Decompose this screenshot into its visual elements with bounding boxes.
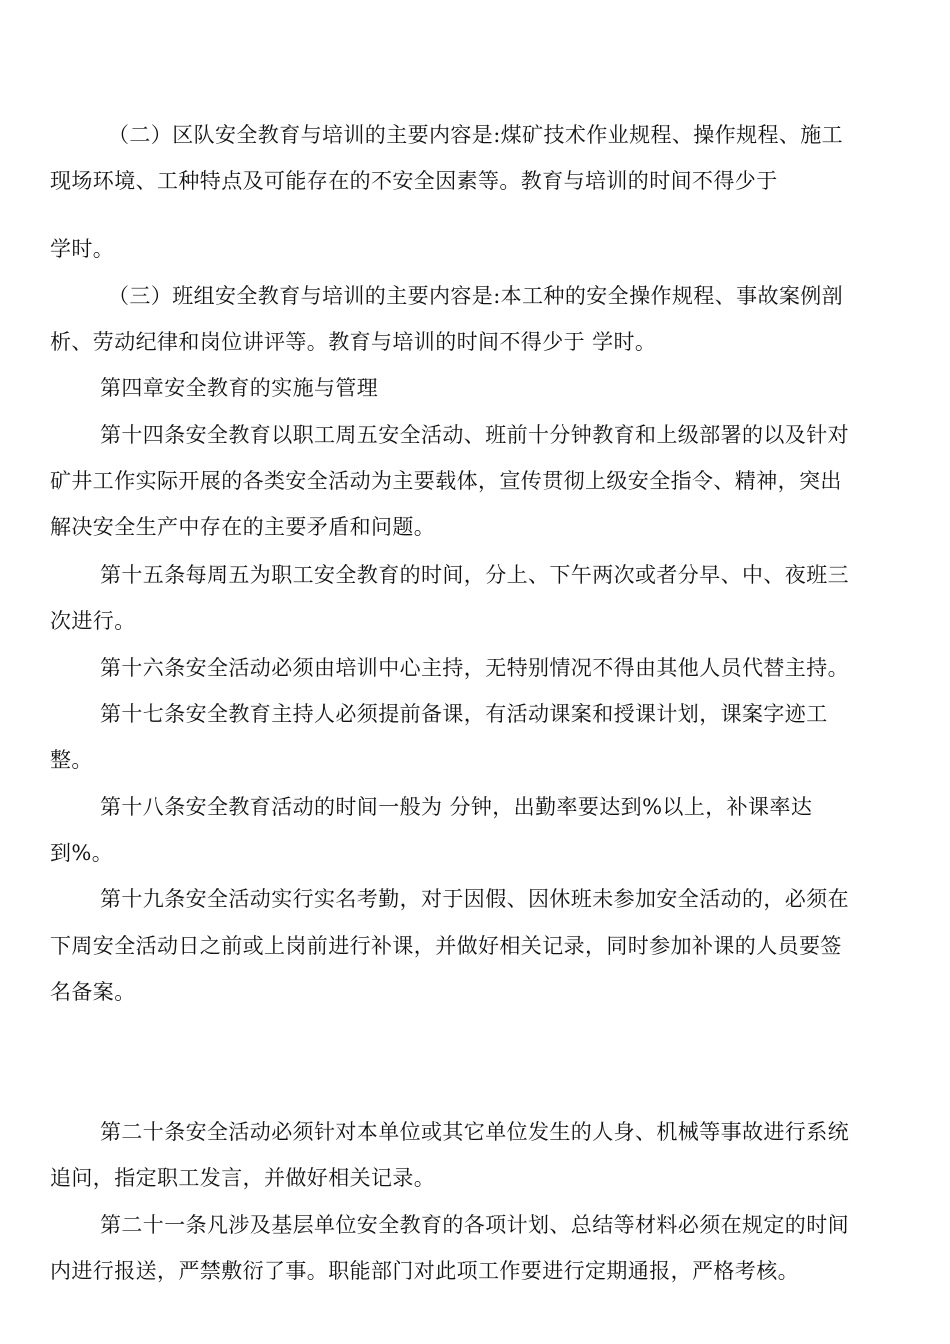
text-line: 学时。	[50, 237, 115, 261]
text-line: 追问，指定职工发言，并做好相关记录。	[50, 1166, 436, 1190]
text-line: 内进行报送，严禁敷衍了事。职能部门对此项工作要进行定期通报，严格考核。	[50, 1259, 799, 1283]
text-line: 解决安全生产中存在的主要矛盾和问题。	[50, 515, 436, 539]
text-line: 矿井工作实际开展的各类安全活动为主要载体，宣传贯彻上级安全指令、精神，突出	[50, 469, 842, 493]
text-line: 现场环境、工种特点及可能存在的不安全因素等。教育与培训的时间不得少于	[50, 169, 778, 193]
text-line: 第十六条安全活动必须由培训中心主持，无特别情况不得由其他人员代替主持。	[100, 656, 849, 680]
text-line: 第十八条安全教育活动的时间一般为 分钟，出勤率要达到%以上，补课率达	[100, 795, 813, 819]
text-line: 整。	[50, 748, 93, 772]
text-line: 名备案。	[50, 980, 136, 1004]
text-line: 第十四条安全教育以职工周五安全活动、班前十分钟教育和上级部署的以及针对	[100, 423, 849, 447]
chapter-heading: 第四章安全教育的实施与管理	[100, 376, 379, 400]
text-line: 第二十条安全活动必须针对本单位或其它单位发生的人身、机械等事故进行系统	[100, 1120, 849, 1144]
text-line: 第十五条每周五为职工安全教育的时间，分上、下午两次或者分早、中、夜班三	[100, 563, 849, 587]
text-line: 下周安全活动日之前或上岗前进行补课，并做好相关记录，同时参加补课的人员要签	[50, 934, 842, 958]
text-line: 析、劳动纪律和岗位讲评等。教育与培训的时间不得少于 学时。	[50, 330, 657, 354]
text-line: 第二十一条凡涉及基层单位安全教育的各项计划、总结等材料必须在规定的时间	[100, 1213, 849, 1237]
text-line: 第十七条安全教育主持人必须提前备课，有活动课案和授课计划，课案字迹工	[100, 702, 828, 726]
text-line: （二）区队安全教育与培训的主要内容是:煤矿技术作业规程、操作规程、施工	[108, 123, 844, 147]
text-line: 第十九条安全活动实行实名考勤，对于因假、因休班未参加安全活动的，必须在	[100, 887, 849, 911]
text-line: 次进行。	[50, 609, 136, 633]
text-line: 到%。	[50, 841, 114, 865]
text-line: （三）班组安全教育与培训的主要内容是:本工种的安全操作规程、事故案例剖	[108, 284, 844, 308]
